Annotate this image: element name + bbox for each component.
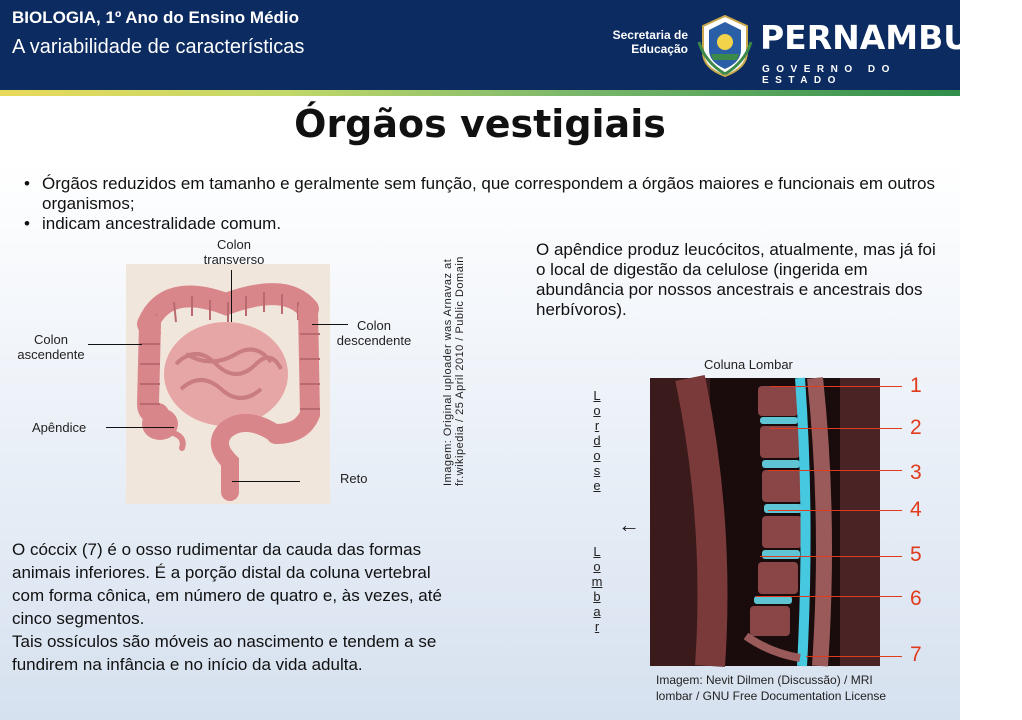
marker-line: [770, 386, 902, 387]
leader-line: [88, 344, 142, 345]
state-subtitle: GOVERNO DO ESTADO: [762, 64, 896, 86]
state-name: PERNAMBUCO: [760, 18, 1022, 57]
label-colon-transverso: Colon transverso: [203, 237, 265, 267]
intestine-illustration: [126, 264, 330, 504]
coccyx-paragraph: O cóccix (7) é o osso rudimentar da cauda das formas animais inferiores. É a porção distal da coluna vertebral com forma cônica, em número de quatro e, às vezes, até cinco segmentos. Tais ossículos são móveis ao nascimento e tendem a se fundirem na infância e no início da vida adulta.: [12, 540, 442, 674]
secretaria-label: Secretaria de Educação: [612, 28, 688, 56]
marker-number: 7: [910, 643, 922, 666]
leader-line: [106, 427, 174, 428]
header-bar: [0, 0, 1022, 90]
marker-number: 6: [910, 587, 922, 610]
marker-line: [760, 556, 902, 557]
leader-line: [232, 481, 300, 482]
mri-spine-image: [650, 378, 880, 666]
marker-line: [768, 510, 902, 511]
page-title: Órgãos vestigiais: [294, 102, 666, 146]
marker-line: [756, 596, 902, 597]
marker-number: 2: [910, 416, 922, 439]
label-reto: Reto: [340, 471, 368, 486]
label-apendice: Apêndice: [32, 420, 87, 435]
marker-line: [768, 470, 902, 471]
mri-title: Coluna Lombar: [704, 357, 793, 372]
marker-number: 1: [910, 374, 922, 397]
marker-number: 4: [910, 498, 922, 521]
topic-label: A variabilidade de características: [12, 36, 305, 58]
marker-number: 3: [910, 461, 922, 484]
leader-line: [231, 270, 232, 322]
header-stripe: [0, 90, 960, 96]
vertical-label-lordose: L o r d o s e: [593, 388, 601, 493]
course-label: BIOLOGIA, 1º Ano do Ensino Médio: [12, 8, 300, 27]
label-colon-descendente: Colon descendente: [336, 318, 412, 348]
bullet-list: [24, 174, 954, 234]
marker-number: 5: [910, 543, 922, 566]
label-colon-ascendente: Colon ascendente: [17, 332, 85, 362]
marker-line: [770, 428, 902, 429]
vertical-label-lombar: L o m b a r: [591, 544, 603, 634]
bullet-item: • Órgãos reduzidos em tamanho e geralmente sem função, que correspondem a órgãos maiores e funcionais em outros organismos;: [24, 174, 954, 214]
bullet-item: • indicam ancestralidade comum.: [24, 214, 954, 234]
intestine-image-credit: Imagem: Original uploader was Arnavaz at fr.wikipedia / 25 April 2010 / Public Domain: [442, 256, 466, 486]
mri-image-credit: Imagem: Nevit Dilmen (Discussão) / MRI lombar / GNU Free Documentation License: [656, 673, 887, 703]
marker-line: [806, 656, 902, 657]
leader-line: [312, 324, 348, 325]
state-seal-icon: [697, 12, 753, 78]
left-arrow-icon: ←: [618, 512, 640, 537]
appendix-paragraph: O apêndice produz leucócitos, atualmente, mas já foi o local de digestão da celulose (ingerida em abundância por nossos ancestrais e ancestrais dos herbívoros).: [536, 240, 936, 319]
